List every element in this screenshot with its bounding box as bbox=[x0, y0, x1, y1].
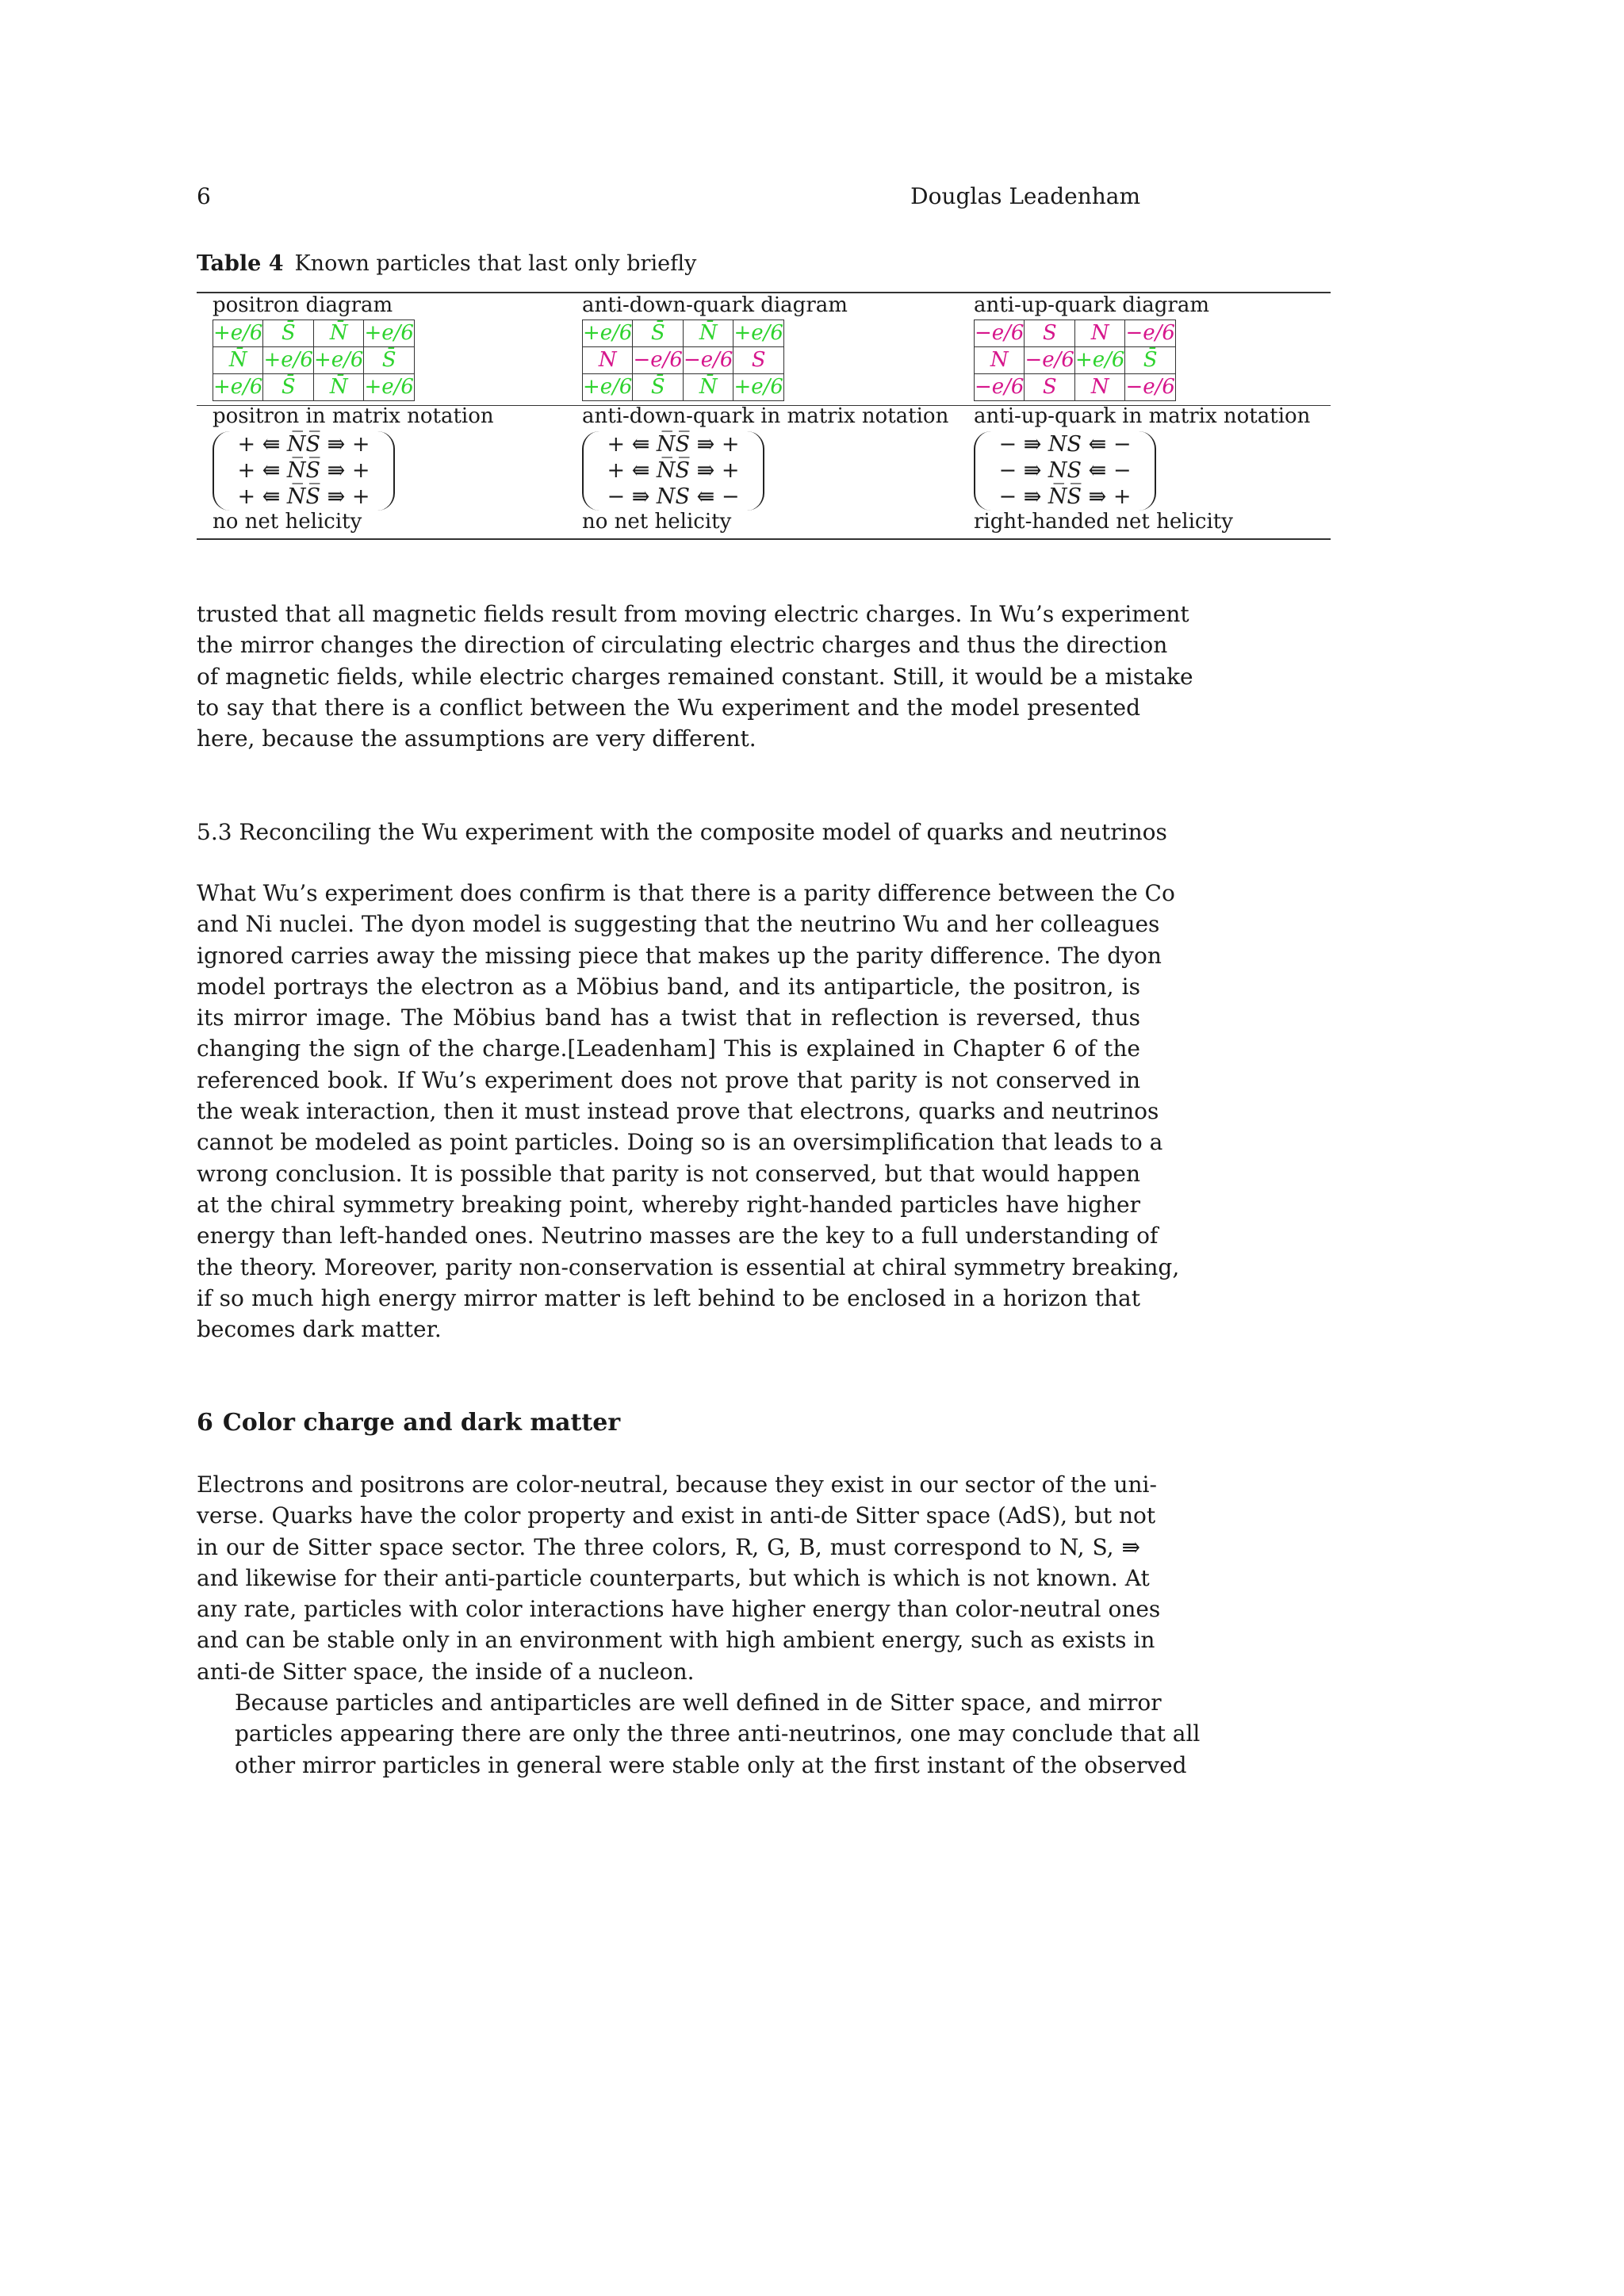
grid-cell: +e/6 bbox=[583, 320, 633, 347]
text-line: at the chiral symmetry breaking point, whereby right-handed particles have higher bbox=[197, 1191, 1140, 1218]
text-line: What Wu’s experiment does confirm is that there is a parity difference between the Co bbox=[197, 880, 1175, 906]
matrix-row: − ⇛ NS ⇚ − bbox=[607, 484, 740, 509]
paragraph-color-charge bbox=[197, 1469, 1161, 1687]
left-paren bbox=[582, 431, 601, 511]
grid-cell: +e/6 bbox=[583, 374, 633, 401]
text-line: energy than left-handed ones. Neutrino masses are the key to a full understanding of bbox=[197, 1223, 1159, 1249]
subsection-heading: 5.3 Reconciling the Wu experiment with the composite model of quarks and neutrinos bbox=[197, 819, 1167, 845]
helicity-label: right-handed net helicity bbox=[974, 510, 1233, 534]
right-paren bbox=[1137, 431, 1156, 511]
matrix-label: anti-down-quark in matrix notation bbox=[582, 404, 949, 428]
grid-cell: N bbox=[1074, 374, 1124, 401]
particle-table bbox=[197, 292, 1331, 540]
matrix-row: + ⇚ N̅S̅ ⇛ + bbox=[237, 458, 370, 483]
running-head bbox=[197, 181, 1140, 212]
text-line: of magnetic fields, while electric charges remained constant. Still, it would be a mistake bbox=[197, 663, 1193, 690]
table-bottom-rule bbox=[197, 538, 1331, 540]
text-line: the theory. Moreover, parity non-conservation is essential at chiral symmetry breaking, bbox=[197, 1253, 1180, 1280]
grid-cell: N̄ bbox=[683, 374, 733, 401]
table-label: Table 4 bbox=[197, 251, 284, 276]
diagram-label: anti-up-quark diagram bbox=[974, 293, 1209, 317]
grid-cell: −e/6 bbox=[683, 347, 733, 374]
grid-cell: +e/6 bbox=[733, 374, 783, 401]
text-line: here, because the assumptions are very different. bbox=[197, 725, 756, 752]
matrix-row: − ⇛ N̅S̅ ⇛ + bbox=[998, 484, 1132, 509]
grid-cell: S̄ bbox=[633, 320, 683, 347]
paragraph-wu-magnetic bbox=[197, 599, 1193, 754]
left-paren bbox=[974, 431, 993, 511]
grid-cell: +e/6 bbox=[733, 320, 783, 347]
grid-cell: N bbox=[1074, 320, 1124, 347]
text-line: cannot be modeled as point particles. Doing so is an oversimplification that leads to a bbox=[197, 1129, 1163, 1156]
page-number: 6 bbox=[197, 183, 211, 209]
table-caption-text: Known particles that last only briefly bbox=[294, 251, 697, 276]
text-line: Electrons and positrons are color-neutral, because they exist in our sector of the uni- bbox=[197, 1471, 1157, 1498]
grid-cell: S̄ bbox=[364, 347, 414, 374]
text-line: referenced book. If Wu’s experiment does not prove that parity is not conserved in bbox=[197, 1066, 1140, 1093]
grid-cell: +e/6 bbox=[1074, 347, 1124, 374]
grid-cell: S̄ bbox=[1125, 347, 1175, 374]
charge-diagram-grid bbox=[974, 320, 1176, 401]
helicity-label: no net helicity bbox=[582, 510, 732, 534]
grid-cell: +e/6 bbox=[364, 320, 414, 347]
text-line: any rate, particles with color interactions have higher energy than color-neutral ones bbox=[197, 1596, 1161, 1623]
grid-row bbox=[583, 320, 784, 347]
grid-cell: S bbox=[1025, 374, 1074, 401]
grid-cell: −e/6 bbox=[1125, 374, 1175, 401]
matrix-notation bbox=[974, 431, 1156, 511]
text-line: ignored carries away the missing piece that makes up the parity difference. The dyon bbox=[197, 942, 1162, 969]
text-line: Because particles and antiparticles are well defined in de Sitter space, and mirror bbox=[235, 1689, 1162, 1716]
paragraph-reconciling bbox=[197, 878, 1180, 1345]
text-line: the mirror changes the direction of circulating electric charges and thus the direction bbox=[197, 632, 1168, 659]
text-line: changing the sign of the charge.[Leadenham] This is explained in Chapter 6 of the bbox=[197, 1035, 1140, 1062]
right-paren bbox=[745, 431, 764, 511]
text-line: to say that there is a conflict between the Wu experiment and the model presented bbox=[197, 694, 1140, 721]
helicity-label: no net helicity bbox=[213, 510, 362, 534]
text-line: and can be stable only in an environment with high ambient energy, such as exists in bbox=[197, 1627, 1155, 1654]
text-line: and likewise for their anti-particle counterparts, but which is which is not known. At bbox=[197, 1564, 1150, 1591]
matrix-row: + ⇚ N̅S̅ ⇛ + bbox=[237, 432, 370, 457]
section-title: Color charge and dark matter bbox=[222, 1409, 621, 1437]
grid-row bbox=[213, 374, 415, 401]
diagram-label: anti-down-quark diagram bbox=[582, 293, 848, 317]
text-line: becomes dark matter. bbox=[197, 1316, 442, 1343]
grid-cell: N bbox=[975, 347, 1025, 374]
grid-cell: S̄ bbox=[633, 374, 683, 401]
text-line: if so much high energy mirror matter is left behind to be enclosed in a horizon that bbox=[197, 1284, 1140, 1311]
grid-cell: −e/6 bbox=[1125, 320, 1175, 347]
grid-cell: S bbox=[733, 347, 783, 374]
left-paren bbox=[213, 431, 232, 511]
text-line: anti-de Sitter space, the inside of a nucleon. bbox=[197, 1658, 695, 1685]
grid-cell: +e/6 bbox=[364, 374, 414, 401]
diagram-label: positron diagram bbox=[213, 293, 393, 317]
grid-cell: S̄ bbox=[263, 374, 313, 401]
text-line: particles appearing there are only the three anti-neutrinos, one may conclude that all bbox=[235, 1720, 1201, 1747]
text-line: and Ni nuclei. The dyon model is suggesting that the neutrino Wu and her colleagues bbox=[197, 911, 1160, 938]
text-line: model portrays the electron as a Möbius band, and its antiparticle, the positron, is bbox=[197, 973, 1140, 1000]
charge-diagram-grid bbox=[213, 320, 415, 401]
matrix-row: + ⇚ N̅S̅ ⇛ + bbox=[607, 458, 740, 483]
section-number: 6 bbox=[197, 1409, 213, 1437]
text-line: its mirror image. The Möbius band has a twist that in reflection is reversed, thus bbox=[197, 1004, 1140, 1031]
grid-cell: −e/6 bbox=[633, 347, 683, 374]
grid-row bbox=[213, 320, 415, 347]
text-line: in our de Sitter space sector. The three colors, R, G, B, must correspond to N, S, ⇛ bbox=[197, 1533, 1140, 1560]
grid-row bbox=[975, 374, 1176, 401]
grid-row bbox=[583, 374, 784, 401]
grid-cell: −e/6 bbox=[975, 320, 1025, 347]
running-author: Douglas Leadenham bbox=[910, 183, 1140, 209]
grid-cell: +e/6 bbox=[313, 347, 363, 374]
text-line: the weak interaction, then it must instead prove that electrons, quarks and neutrinos bbox=[197, 1098, 1159, 1125]
grid-cell: −e/6 bbox=[975, 374, 1025, 401]
grid-cell: +e/6 bbox=[263, 347, 313, 374]
grid-cell: N̄ bbox=[313, 320, 363, 347]
charge-diagram-grid bbox=[582, 320, 784, 401]
matrix-notation bbox=[213, 431, 395, 511]
grid-cell: S bbox=[1025, 320, 1074, 347]
grid-cell: N̄ bbox=[313, 374, 363, 401]
matrix-notation bbox=[582, 431, 764, 511]
matrix-row: + ⇚ N̅S̅ ⇛ + bbox=[607, 432, 740, 457]
grid-row bbox=[975, 320, 1176, 347]
matrix-row: − ⇛ NS ⇚ − bbox=[998, 458, 1132, 483]
grid-cell: N̄ bbox=[683, 320, 733, 347]
grid-cell: N bbox=[583, 347, 633, 374]
text-line: trusted that all magnetic fields result from moving electric charges. In Wu’s experiment bbox=[197, 601, 1189, 627]
matrix-label: positron in matrix notation bbox=[213, 404, 494, 428]
right-paren bbox=[376, 431, 395, 511]
matrix-row: − ⇛ NS ⇚ − bbox=[998, 432, 1132, 457]
text-line: other mirror particles in general were stable only at the first instant of the observed bbox=[235, 1751, 1187, 1778]
grid-row bbox=[213, 347, 415, 374]
text-line: wrong conclusion. It is possible that parity is not conserved, but that would happen bbox=[197, 1160, 1140, 1187]
paragraph-mirror-particles bbox=[197, 1687, 1201, 1781]
matrix-label: anti-up-quark in matrix notation bbox=[974, 404, 1311, 428]
grid-row bbox=[975, 347, 1176, 374]
grid-cell: S̄ bbox=[263, 320, 313, 347]
section-heading bbox=[197, 1407, 620, 1439]
text-line: verse. Quarks have the color property and exist in anti-de Sitter space (AdS), but not bbox=[197, 1502, 1156, 1529]
grid-cell: −e/6 bbox=[1025, 347, 1074, 374]
grid-row bbox=[583, 347, 784, 374]
grid-cell: +e/6 bbox=[213, 320, 263, 347]
grid-cell: N̄ bbox=[213, 347, 263, 374]
table-caption bbox=[197, 249, 696, 279]
grid-cell: +e/6 bbox=[213, 374, 263, 401]
matrix-row: + ⇚ N̅S̅ ⇛ + bbox=[237, 484, 370, 509]
